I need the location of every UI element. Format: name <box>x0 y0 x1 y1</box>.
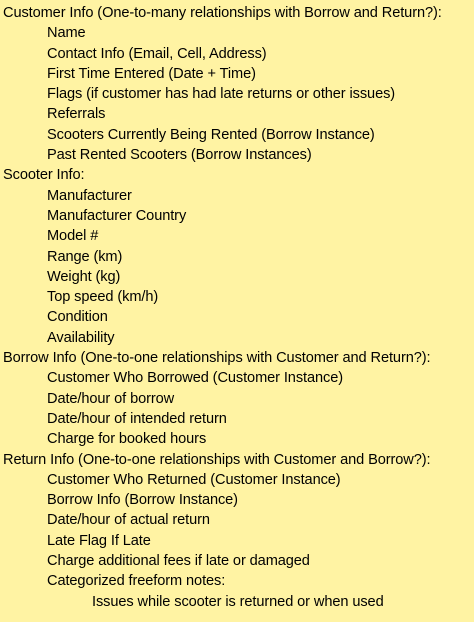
field-date-hour-intended-return: Date/hour of intended return <box>47 410 227 427</box>
field-name: Name <box>47 25 86 42</box>
section-heading-customer-info: Customer Info (One-to-many relationships with Borrow and Return?): <box>3 5 442 21</box>
field-customer-who-borrowed: Customer Who Borrowed (Customer Instance) <box>47 370 343 387</box>
field-date-hour-of-borrow: Date/hour of borrow <box>47 390 175 407</box>
subfield-issues-note: Issues while scooter is returned or when used <box>92 593 384 610</box>
field-first-time-entered: First Time Entered (Date + Time) <box>47 65 256 82</box>
field-condition: Condition <box>47 309 108 326</box>
field-scooters-currently-rented: Scooters Currently Being Rented (Borrow Instance) <box>47 126 375 143</box>
section-heading-borrow-info: Borrow Info (One-to-one relationships with Customer and Return?): <box>3 350 431 367</box>
field-borrow-info: Borrow Info (Borrow Instance) <box>47 492 238 509</box>
section-heading-scooter-info: Scooter Info: <box>3 167 85 184</box>
field-additional-fees: Charge additional fees if late or damaged <box>47 553 310 570</box>
field-contact-info: Contact Info (Email, Cell, Address) <box>47 45 267 62</box>
field-flags: Flags (if customer has had late returns or other issues) <box>47 86 396 103</box>
field-late-flag: Late Flag If Late <box>47 532 151 549</box>
field-manufacturer: Manufacturer <box>47 187 132 204</box>
field-model-number: Model # <box>47 228 99 245</box>
field-past-rented-scooters: Past Rented Scooters (Borrow Instances) <box>47 147 312 164</box>
section-heading-return-info: Return Info (One-to-one relationships with Customer and Borrow?): <box>3 451 431 468</box>
field-customer-who-returned: Customer Who Returned (Customer Instance) <box>47 471 341 488</box>
field-date-hour-actual-return: Date/hour of actual return <box>47 512 210 529</box>
field-weight: Weight (kg) <box>47 268 121 285</box>
field-availability: Availability <box>47 329 115 346</box>
field-manufacturer-country: Manufacturer Country <box>47 207 187 224</box>
field-range: Range (km) <box>47 248 123 265</box>
field-top-speed: Top speed (km/h) <box>47 289 159 306</box>
field-charge-booked-hours: Charge for booked hours <box>47 431 207 448</box>
field-categorized-notes: Categorized freeform notes: <box>47 573 226 590</box>
field-referrals: Referrals <box>47 106 106 123</box>
